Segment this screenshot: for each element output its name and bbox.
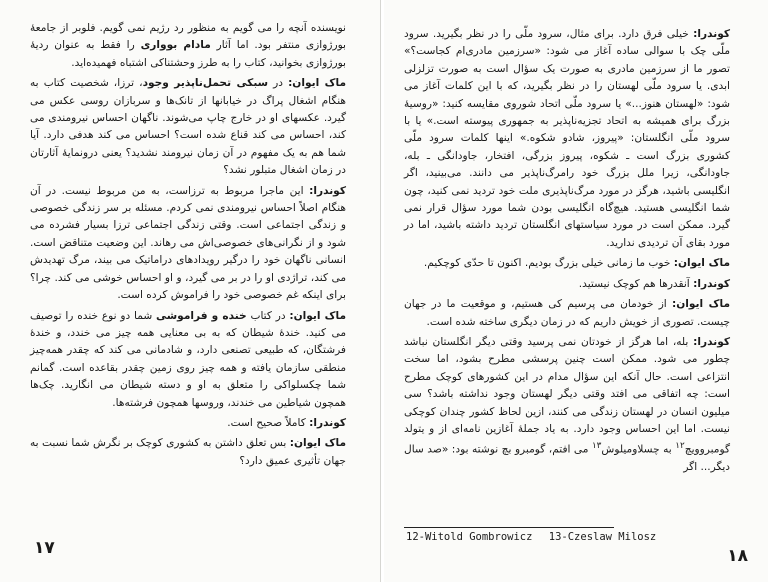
speaker-label: کوندرا: — [693, 277, 730, 290]
speaker-label: ماک ایوان: — [288, 77, 347, 90]
dialogue-paragraph — [30, 415, 346, 432]
speaker-label: کوندرا: — [309, 184, 346, 197]
dialogue-paragraph — [404, 26, 730, 252]
paragraph-text: این ماجرا مربوط به ترزاست، به من مربوط نیست. در آن هنگام اصلاً احساس نیرومندی نمی کردم. مسئله بر سر زندگی خصوصی و زندگی اجتماعی است. وقتی زندگی اجتماعی ترزا بسیار فشرده می شود و از نگرانی‌های خصوصی‌اش می رهاند. این وضعیت متناقض است. انسانی ناگهان خود را درگیر رویدادهای دراماتیک می بیند، مرگ تهدیدش می کند، تراژدی او را در بر می گیرد، و او احساس خوشی می کند. چرا؟ برای اینکه غم خصوصی خود را فراموش کرده است. — [30, 184, 346, 302]
dialogue-paragraph — [30, 308, 346, 412]
title-emphasis: خنده و فراموشی — [156, 309, 247, 322]
title-emphasis: مادام بوواری — [140, 39, 211, 52]
dialogue-paragraph — [30, 435, 346, 470]
paragraph-text: خیلی فرق دارد. برای مثال، سرود ملّی را در نظر بگیرید. سرود ملّی چک با سوالی ساده آغاز می شود: «سرزمین مادری‌ام کجاست؟» تصور ما از سرزمین مادری به صورت یک سؤال است به صورت تزلزلی ابدی. یا سرود ملّی لهستان را در نظر بگیرید، که با این کلمات آغاز می شود: «لهستان هنوز...» یا سرود ملّی اتحاد شوروی مقایسه کنید: «روسیهٔ بزرگ برای همیشه به اتحاد تجزیه‌ناپذیر به جمهوری پیوسته است.» یا با سرود ملّی انگلستان: «پیروز، شادو شکوه.» اینها کلمات سرود ملّی کشوری بزرگ است ـ شکوه، پیروز بزرگی، افتخار، جاودانگی ـ بله، جاودانگی، زیرا ملل بزرگ خود رامرگ‌ناپذیر می دانند. می‌بینید، اگر انگلیسی باشید، هرگز در مورد مرگ‌ناپذیری ملت خود تردید نمی کنید، چون شما انگلیسی هستید. هیچ‌گاه انگلیسی بودن شما مورد سؤال قرار نمی گیرد. ممکن است در مورد سیاستهای انگلستان تردید داشته باشید، اما در مورد بقای آن تردیدی ندارید. — [404, 28, 730, 249]
paragraph-text: می افتم، گومبرو بچ نوشته بود: «صد سال دیگر... اگر — [404, 443, 730, 474]
paragraph-text: ، ترزا، شخصیت کتاب به هنگام اشغال پراگ در خیابانها از تانک‌ها و سربازان روسی عکس می گیرد. عکسهای او در خارج چاپ می‌شوند. ناگهان احساس نیرومندی می کند، احساس می کند قناع شده است؟ احساس می کند هدفی دارد. آیا شما هم به یک مفهوم در آن زمان نیرومند نشدید؟ یعنی درونمایهٔ آثارتان در زمان اشغال متبلور نشد؟ — [30, 77, 346, 177]
dialogue-paragraph — [30, 20, 346, 72]
paragraph-text: خوب ما زمانی خیلی بزرگ بودیم. اکنون تا حدّی کوچکیم. — [423, 257, 671, 270]
paragraph-text: بله، اما هرگز از خودتان نمی پرسید وقتی دیگر انگلستان نباشد چطور می شود. ممکن است چنین پرسشی مطرح بشود، اما سخت انتزاعی است. حال آنکه این سؤال مدام در این کشورهای کوچک مطرح است: چه اتفاقی می افتد وقتی دیگر لهستان وجود نداشته باشد؟ سی میلیون انسان در لهستان زندگی می کنند، ازین لحاظ کشور چندان کوچکی نیست. اما این احساس وجود دارد. به یاد جملهٔ آغازین نامه‌ای از و یتولد گومبروویچ — [404, 335, 730, 456]
speaker-label: کوندرا: — [309, 416, 346, 429]
footnote-13: 13-Czeslaw Milosz — [548, 531, 657, 543]
dialogue-paragraph — [404, 334, 730, 477]
dialogue-paragraph — [404, 276, 730, 293]
footnote-ref: ١٣ — [591, 441, 602, 452]
paragraph-text: را فقط به عنوان ردیهٔ بورژوازی بخوانید، کتاب را به طرز وحشتناکی اشتباه فهمیده‌اید. — [30, 39, 346, 69]
title-emphasis: سبکی تحمل‌ناپذیر وجود — [142, 77, 269, 90]
left-page-number: ۱۷ — [34, 538, 55, 558]
right-page-number: ۱۸ — [727, 546, 748, 566]
footnote-12: 12-Witold Gombrowicz — [406, 531, 533, 543]
paragraph-text: از خودمان می پرسیم کی هستیم، و موقعیت ما در جهان چیست. تصوری از خویش داریم که در زمان دیگری ساخته شده است. — [404, 298, 730, 328]
footnote-ref: ١٢ — [675, 441, 685, 452]
speaker-label: ماک ایوان: — [673, 257, 730, 270]
speaker-label: ماک ایوان: — [289, 437, 347, 450]
left-page-text-column — [30, 20, 346, 470]
speaker-label: ماک ایوان: — [289, 309, 346, 322]
paragraph-text: در — [268, 77, 283, 90]
left-page — [0, 0, 381, 582]
dialogue-paragraph — [404, 255, 730, 272]
right-page — [384, 0, 768, 582]
paragraph-text: کاملاً صحیح است. — [227, 416, 306, 429]
dialogue-paragraph — [404, 296, 730, 331]
footnotes — [406, 531, 656, 543]
speaker-label: ماک ایوان: — [671, 298, 731, 311]
paragraph-text: شما دو نوع خنده را توصیف می کنید. خندهٔ شیطان که به بی معنایی همه چیز می خندد، و خندهٔ فرشتگان، که طبیعی تصنعی دارد، و شادمانی می کند که چقدر همه‌چیز منطقی سازمان یافته و همه چیز روی زمین چقدر بقاعده است. گمانم شما چکسلواکی را متعلق به او و دسته شیطان می انگارید. چک‌ها همچون شیاطین می خندند، وروسها همچون فرشته‌ها. — [30, 309, 346, 409]
paragraph-text: آنقدرها هم کوچک نیستید. — [578, 277, 690, 290]
paragraph-text: بس تعلق داشتن به کشوری کوچک بر نگرش شما نسبت به جهان تأثیری عمیق دارد؟ — [30, 437, 346, 467]
speaker-label: کوندرا: — [693, 28, 731, 40]
dialogue-paragraph — [30, 75, 346, 179]
dialogue-paragraph — [30, 183, 346, 305]
footnote-divider — [404, 527, 614, 528]
speaker-label: کوندرا: — [693, 335, 730, 348]
paragraph-text: نویسنده آنچه را می گویم به منظور رد رژیم نمی گویم. فلوبر از جامعهٔ بورژوازی منتفر بود. اما آثار — [30, 22, 346, 52]
paragraph-text: در کتاب — [246, 309, 286, 322]
right-page-text-column — [404, 26, 730, 477]
paragraph-text: به چسلاومیلوش — [601, 443, 676, 456]
